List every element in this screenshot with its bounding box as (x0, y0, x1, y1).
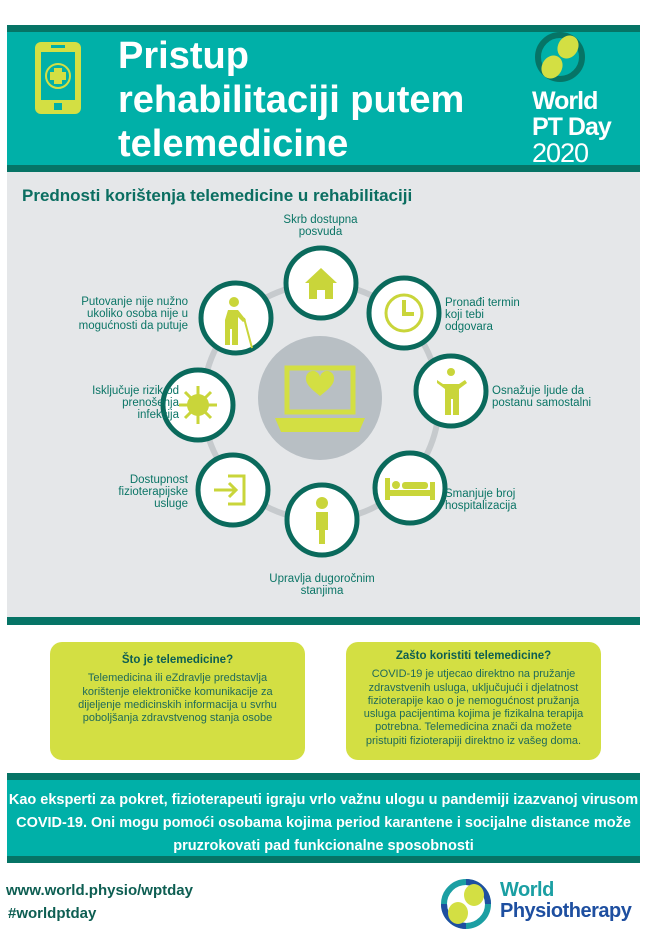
benefits-title: Prednosti korištenja telemedicine u rehabilitaciji (22, 186, 413, 205)
why-telemedicine-box (346, 642, 601, 760)
box-text: COVID-19 je utjecao direktno na pružanje zdravstvenih usluga, uključujući i djelatnost fizioterapije kao o je nemogućnost pružanja usluga pacijentima kojima je fizikalna terapija potrebna. Telemedicina znači da možete pristupiti fizioterapiji direktno iz vašeg doma. (363, 668, 584, 747)
benefit-label: Skrb dostupna posvuda (283, 214, 358, 238)
website-link[interactable]: www.world.physio/wptday (6, 882, 193, 899)
world-physiotherapy-logo-text (500, 880, 631, 922)
box-title: Što je telemedicine? (121, 654, 234, 666)
benefit-label: Osnažuje ljude da postanu samostalni (492, 385, 592, 409)
title-line: rehabilitaciji putem (118, 79, 465, 121)
benefit-label: Dostupnost fizioterapijske usluge (118, 474, 188, 510)
benefit-label: Pronađi termin koji tebi odgovara (445, 297, 520, 333)
benefit-label: Upravlja dugoročnim stanjima (269, 573, 375, 597)
brand-line: World (532, 87, 598, 115)
world-physiotherapy-logo-icon (440, 878, 492, 930)
benefit-label: Putovanje nije nužno ukoliko osoba nije u mogućnosti da putuje (78, 296, 188, 332)
brand-year: 2020 (532, 138, 589, 168)
box-title: Zašto koristiti telemedicine? (395, 650, 552, 662)
logo-line: Physiotherapy (500, 900, 632, 922)
title-line: telemedicine (118, 123, 349, 165)
box-text: Telemedicina ili eZdravlje predstavlja korištenje elektroničke komunikacije za dijeljenje medicinskih informacija u svrhu poboljšanja zdravstvenog stanja osobe (78, 672, 277, 725)
laptop-heart-icon (258, 336, 382, 460)
logo-line: World (500, 879, 554, 901)
benefit-label: Smanjuje broj hospitalizacija (445, 488, 517, 512)
what-is-telemedicine-box (50, 642, 305, 760)
covid-message-banner: Kao eksperti za pokret, fizioterapeuti igraju vrlo važnu ulogu u pandemiji izazvanoj virusom COVID-19. Oni mogu pomoći osobama kojima period karantene i socijalne distance može pruzrokovati pad funkcionalne sposobnosti (7, 773, 640, 863)
title-line: Pristup (118, 35, 249, 77)
benefit-label: Isključuje rizik od prenošenja infekcija (92, 385, 179, 421)
brand-line: PT Day (532, 113, 611, 141)
hashtag: #worldptday (8, 905, 97, 922)
